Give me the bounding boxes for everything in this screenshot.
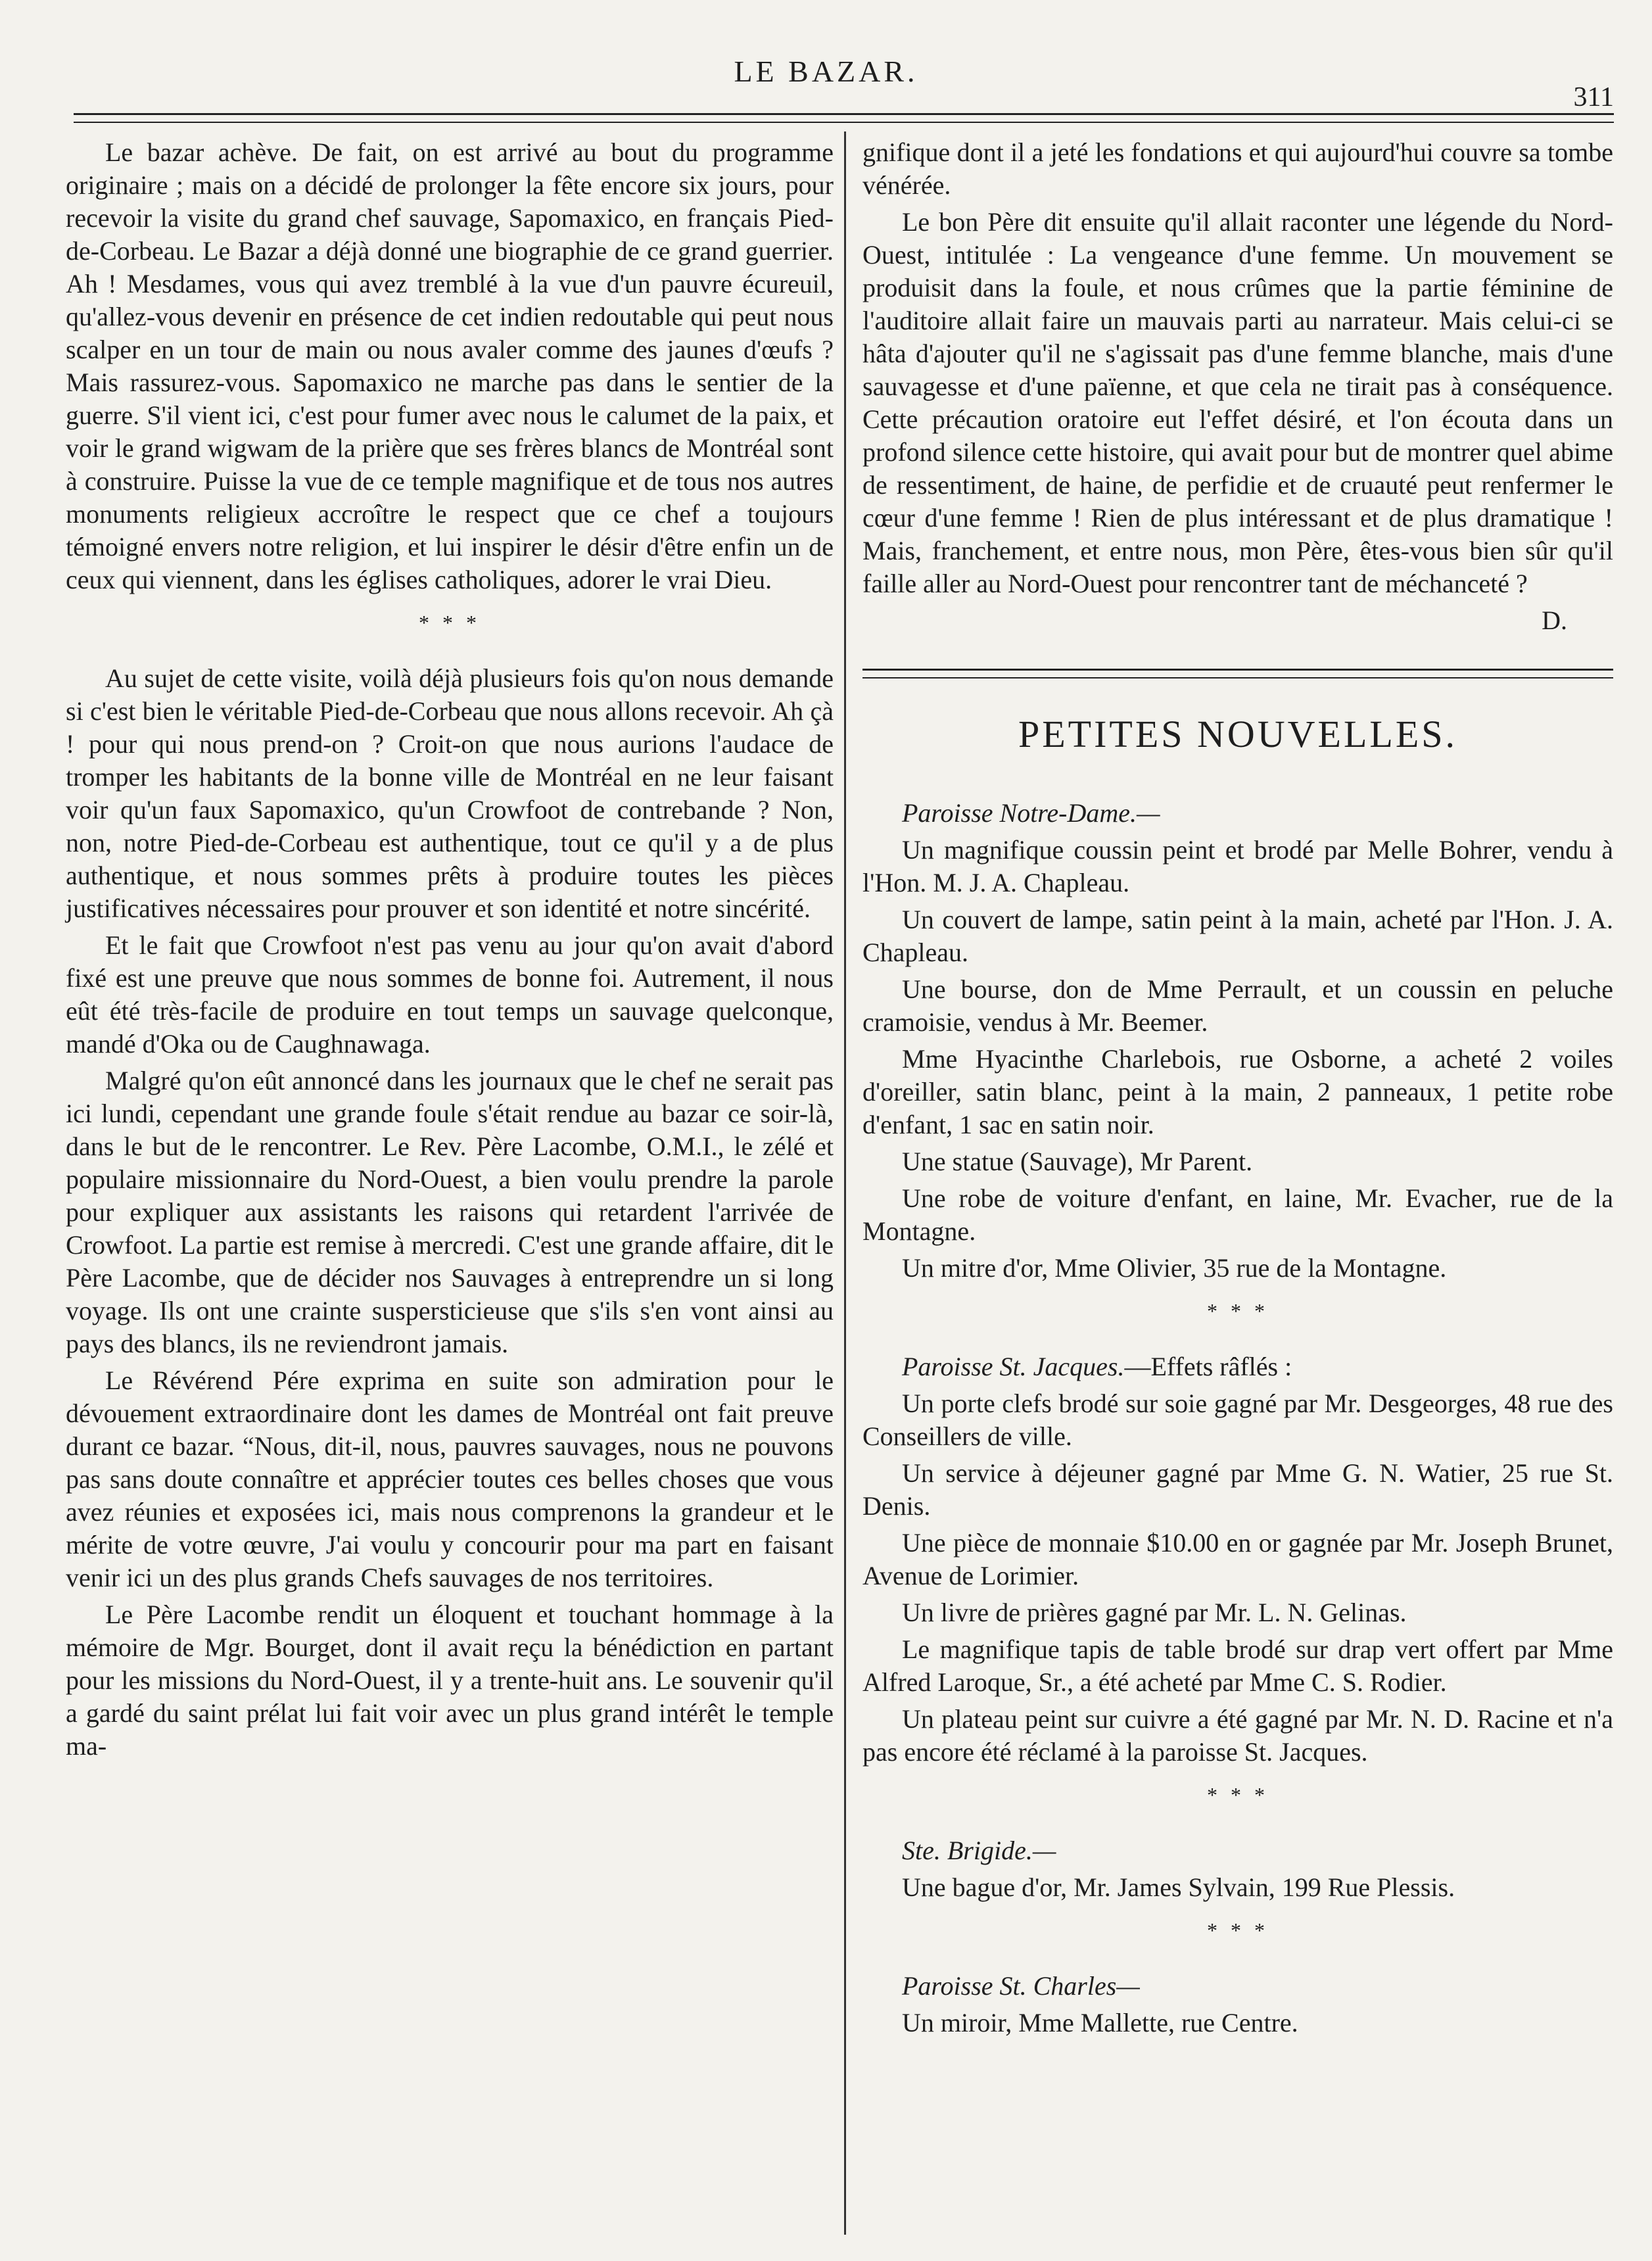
parish-heading-st-charles: Paroisse St. Charles—	[902, 1971, 1140, 2001]
article-paragraph: Au sujet de cette visite, voilà déjà plusieurs fois qu'on nous demande si c'est bien le véritable Pied-de-Corbeau que nous allons recevoir. Ah çà ! pour qui nous prend-on ? Croit-on que nous aurions l'audace de tromper les habitants de la bonne ville de Montréal en ne leur faisant voir qu'un faux Sapomaxico, qu'un Crowfoot de contrebande ? Non, non, notre Pied-de-Corbeau est authentique, tout ce qu'il y a de plus authentique, et nous sommes prêts à produire toutes les pièces justificatives nécessaires pour prouver et son identité et notre sincérité.	[66, 663, 834, 923]
parish-heading-notre-dame: Paroisse Notre-Dame.—	[902, 798, 1160, 828]
header-rule	[74, 113, 1614, 123]
list-item: Une bourse, don de Mme Perrault, et un coussin en peluche cramoisie, vendus à Mr. Beemer.	[862, 974, 1613, 1037]
article-paragraph: Le bon Père dit ensuite qu'il allait raconter une légende du Nord-Ouest, intitulée : La vengeance d'une femme. Un mouvement se produisit dans la foule, et nous crûmes que la partie féminine de l'auditoire allait faire un mauvais parti au narrateur. Mais celui-ci se hâta d'ajouter qu'il ne s'agissait pas d'une femme blanche, mais d'une sauvagesse et d'une païenne, et que cela ne tirait pas à conséquence. Cette précaution oratoire eut l'effet désiré, et l'on écouta dans un profond silence cette histoire, qui avait pour but de montrer quel abime de ressentiment, de haine, de perfidie et de cruauté peut renfermer le cœur d'une femme ! Rien de plus intéressant et de plus dramatique ! Mais, franchement, et entre nous, mon Père, êtes-vous bien sûr qu'il faille aller au Nord-Ouest pour rencontrer tant de méchanceté ?	[862, 207, 1613, 598]
author-signature: D.	[1542, 606, 1567, 635]
notre-dame-list	[862, 834, 1613, 1285]
section-title: PETITES NOUVELLES.	[1018, 713, 1458, 755]
list-item: Une robe de voiture d'enfant, en laine, Mr. Evacher, rue de la Montagne.	[862, 1183, 1613, 1246]
list-item: Un miroir, Mme Mallette, rue Centre.	[902, 2008, 1298, 2037]
asterism: * * *	[419, 611, 481, 634]
article-continuation: gnifique dont il a jeté les fondations et qui aujourd'hui couvre sa tombe vénérée.	[862, 137, 1613, 200]
parish-heading-suffix: —Effets râflés :	[1124, 1352, 1292, 1381]
article-paragraph: Le Révérend Pére exprima en suite son admiration pour le dévouement extraordinaire dont les dames de Montréal ont fait preuve durant ce bazar. “Nous, dit-il, nous, pauvres sauvages, nous ne pouvons pas sans doute connaître et apprécier toutes ces belles choses que vous avez réunies et exposées ici, mais nous comprenons la grandeur et le mérite de votre œuvre, J'ai voulu y concourir pour ma part en faisant venir ici un des plus grands Chefs sauvages de nos territoires.	[66, 1366, 834, 1592]
right-column	[862, 136, 1613, 2043]
article-paragraph: Le bazar achève. De fait, on est arrivé au bout du programme originaire ; mais on a décidé de prolonger la fête encore six jours, pour recevoir la visite du grand chef sauvage, Sapomaxico, en français Pied-de-Corbeau. Le Bazar a déjà donné une biographie de ce grand guerrier. Ah ! Mesdames, vous qui avez tremblé à la vue d'un pauvre écureuil, qu'allez-vous devenir en présence de cet indien redoutable qui peut nous scalper en un tour de main ou nous avaler comme des jaunes d'œufs ? Mais rassurez-vous. Sapomaxico ne marche pas dans le sentier de la guerre. S'il vient ici, c'est pour fumer avec nous le calumet de la paix, et voir le grand wigwam de la prière que ses frères blancs de Montréal sont à construire. Puisse la vue de ce temple magnifique et de tous nos autres monuments religieux accroître le respect que ce chef a toujours témoigné envers notre religion, et lui inspirer le désir d'être enfin un de ceux qui viennent, dans les églises catholiques, adorer le vrai Dieu.	[66, 137, 834, 594]
list-item: Un livre de prières gagné par Mr. L. N. Gelinas.	[902, 1598, 1407, 1627]
list-item: Une statue (Sauvage), Mr Parent.	[902, 1147, 1253, 1176]
list-item: Un plateau peint sur cuivre a été gagné par Mr. N. D. Racine et n'a pas encore été réclamé à la paroisse St. Jacques.	[862, 1704, 1613, 1767]
article-paragraph: Le Père Lacombe rendit un éloquent et touchant hommage à la mémoire de Mgr. Bourget, dont il avait reçu la bénédiction en partant pour les missions du Nord-Ouest, il y a trente-huit ans. Le souvenir qu'il a gardé du saint prélat lui fait voir avec un plus grand intérêt le temple ma-	[66, 1600, 834, 1761]
list-item: Le magnifique tapis de table brodé sur drap vert offert par Mme Alfred Laroque, Sr., a été acheté par Mme C. S. Rodier.	[862, 1634, 1613, 1697]
page-number: 311	[1573, 82, 1614, 112]
list-item: Mme Hyacinthe Charlebois, rue Osborne, a acheté 2 voiles d'oreiller, satin blanc, peint à la main, 2 panneaux, 1 petite robe d'enfant, 1 sac en satin noir.	[862, 1044, 1613, 1139]
parish-heading-ste-brigide: Ste. Brigide.—	[902, 1836, 1056, 1865]
parish-name: Paroisse St. Jacques.	[902, 1352, 1125, 1381]
article-paragraph: Malgré qu'on eût annoncé dans les journaux que le chef ne serait pas ici lundi, cependant une grande foule s'était rendue au bazar ce soir-là, dans le but de le rencontrer. Le Rev. Père Lacombe, O.M.I., le zélé et populaire missionnaire du Nord-Ouest, a bien voulu prendre la parole pour expliquer aux assistants les raisons qui retardent l'arrivée de Crowfoot. La partie est remise à mercredi. C'est une grande affaire, dit le Père Lacombe, que de décider nos Sauvages à entreprendre un si long voyage. Ils ont une crainte suspersticieuse que s'ils s'en vont ainsi au pays des blancs, ils ne reviendront jamais.	[66, 1066, 834, 1358]
st-jacques-list	[862, 1387, 1613, 1769]
running-title: LE BAZAR.	[734, 55, 918, 88]
left-column	[66, 136, 834, 1767]
asterism: * * *	[1207, 1299, 1269, 1323]
list-item: Un magnifique coussin peint et brodé par Melle Bohrer, vendu à l'Hon. M. J. A. Chapleau.	[862, 835, 1613, 897]
list-item: Un couvert de lampe, satin peint à la main, acheté par l'Hon. J. A. Chapleau.	[862, 905, 1613, 967]
list-item: Un mitre d'or, Mme Olivier, 35 rue de la Montagne.	[902, 1253, 1447, 1283]
list-item: Un porte clefs brodé sur soie gagné par Mr. Desgeorges, 48 rue des Conseillers de ville.	[862, 1389, 1613, 1451]
list-item: Une bague d'or, Mr. James Sylvain, 199 Rue Plessis.	[902, 1872, 1455, 1902]
parish-heading-st-jacques	[862, 1350, 1613, 1383]
list-item: Une pièce de monnaie $10.00 en or gagnée par Mr. Joseph Brunet, Avenue de Lorimier.	[862, 1528, 1613, 1590]
section-rule	[862, 669, 1613, 678]
asterism: * * *	[1207, 1918, 1269, 1942]
asterism: * * *	[1207, 1783, 1269, 1807]
column-divider	[844, 131, 846, 2235]
article-paragraph: Et le fait que Crowfoot n'est pas venu au jour qu'on avait d'abord fixé est une preuve que nous sommes de bonne foi. Autrement, il nous eût été très-facile de produire en tout temps un sauvage quelconque, mandé d'Oka ou de Caughnawaga.	[66, 930, 834, 1059]
list-item: Un service à déjeuner gagné par Mme G. N. Watier, 25 rue St. Denis.	[862, 1458, 1613, 1521]
